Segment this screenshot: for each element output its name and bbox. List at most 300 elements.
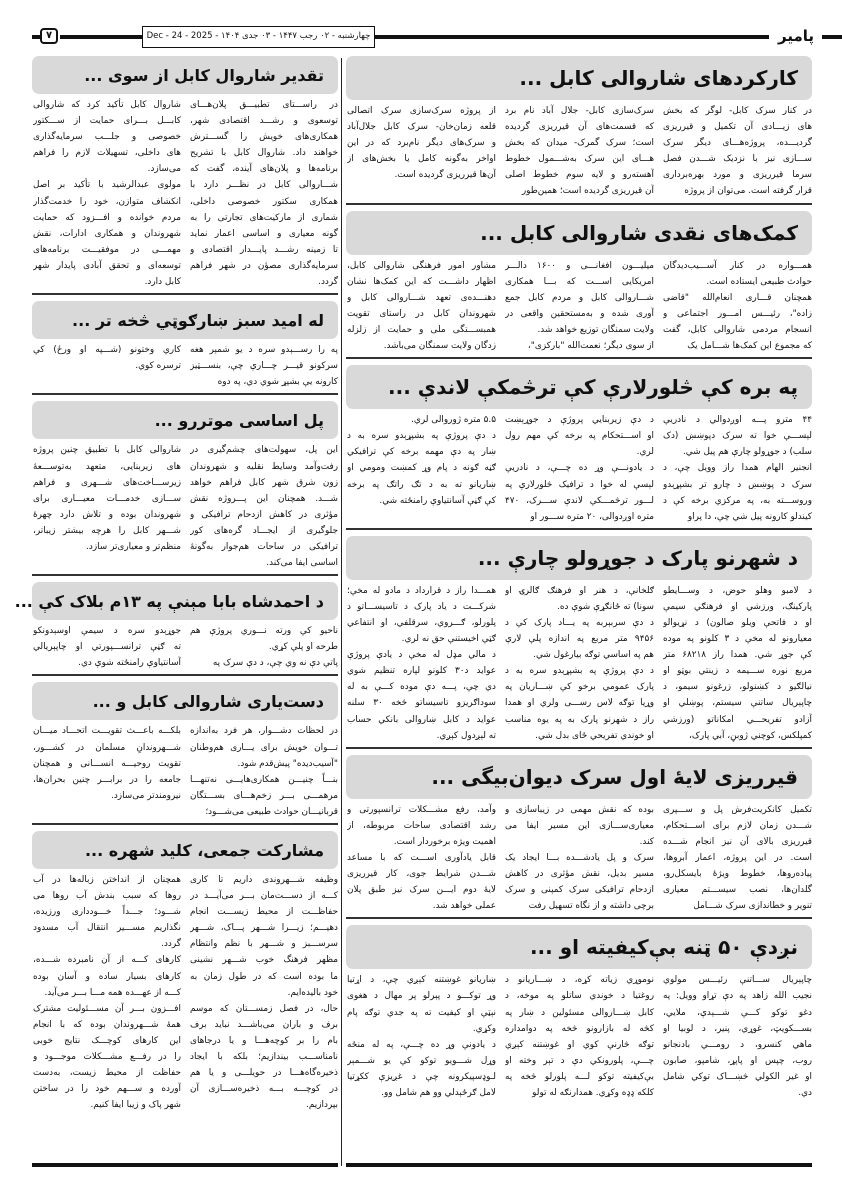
text-line: نجیب الله زاهد په دې تړاو وویل: په bbox=[663, 991, 812, 1002]
text-line: او د فاتحې ویلو صالون) د نړیوالو bbox=[663, 617, 812, 628]
text-line: بوده که نقش مهمی در زیباسازی و bbox=[505, 804, 654, 815]
text-line: بام را بر کوچه‌هـــا و یا درجاهای bbox=[190, 1035, 338, 1046]
headline-banner bbox=[346, 536, 812, 580]
text-line: می‌سازد. bbox=[147, 164, 181, 175]
text-line: شـــدن شرایط جوی، کار قیرریزی bbox=[347, 869, 496, 880]
article-separator bbox=[346, 917, 812, 919]
text-line: سرک‌سازی کابل- جلال آباد نام برد bbox=[505, 106, 654, 116]
text-line: توسعه‌ای و تحقق آبادی پایدار شهر bbox=[33, 260, 181, 271]
text-line: سرما قیرریزی و مورد بهره‌برداری bbox=[663, 170, 812, 181]
text-line: بســـکویټ، غوړي، پنیر، د لوبیا او bbox=[663, 1023, 812, 1034]
text-line: انجنیر الهام همدا راز وویل چې، د bbox=[663, 463, 812, 474]
text-line: لېسې له خوا د ترافیک څلورلارې په bbox=[505, 479, 654, 490]
text-line: کارونه یې بشپړ شوي دي، په دوه bbox=[217, 377, 338, 388]
text-column bbox=[33, 442, 181, 571]
article-separator bbox=[346, 203, 812, 205]
article-headline: د احمدشاه بابا مېنې په ۱۳م بلاک کې ... bbox=[14, 591, 324, 611]
text-line: آزادو تفریحـــي امکاناتو (ورزشي bbox=[663, 714, 812, 725]
text-line: وکړي. bbox=[472, 1023, 496, 1034]
text-line: وظیفه شـــهروندی داریم تا کاری bbox=[190, 875, 338, 885]
text-line: قلعه زمان‌خان- سرک کابل جلال‌آباد bbox=[347, 122, 496, 133]
headline-banner bbox=[346, 56, 812, 100]
text-column bbox=[347, 802, 496, 915]
text-line: کمپلکس، کوچني ژوبڼ، آبي پارک، bbox=[689, 730, 812, 741]
text-line: کابـــل بـــرای حمایت از ســـکتور bbox=[33, 116, 181, 127]
text-column bbox=[347, 258, 496, 355]
text-line: ګټې اخیستنې حق نه لري. bbox=[401, 634, 496, 645]
text-line: های زیربنایی، متعهد به‌توســـعۀ bbox=[33, 461, 181, 472]
text-line: تـــوان خویش برای یـــاری هم‌وطنان bbox=[190, 742, 338, 753]
text-line: است. در این پروژه، اعمار آبروها، bbox=[663, 853, 812, 863]
headline-banner bbox=[32, 56, 338, 94]
text-line: خصوصی و جلـــب سرمایه‌گذاری bbox=[33, 132, 181, 143]
text-column bbox=[190, 97, 338, 290]
text-line: معیارونو له مخې د ۳ کلونو په موده bbox=[663, 634, 812, 645]
text-line: ســـازی نیز با نزدیک شـــدن فصل bbox=[663, 154, 812, 165]
text-line: زدگان ولایت سمنگان می‌باشد. bbox=[383, 341, 496, 352]
article bbox=[32, 831, 338, 1113]
text-line: ماهي کنسرو، د رومـــي بادنجانو bbox=[663, 1039, 812, 1050]
text-line: د یادونـــې وړ ده چـــې، د نادریې bbox=[505, 463, 654, 474]
column-divider bbox=[341, 58, 342, 1166]
text-line: د لامبو وهلو حوض، د وســـایطو bbox=[663, 585, 812, 596]
text-line: رفت‌وآمد وسایط نقلیه و شهروندان bbox=[190, 461, 338, 472]
text-line: لېســـې خوا ته سرک دپوښښ (دک bbox=[663, 431, 812, 442]
headline-banner bbox=[32, 401, 338, 439]
text-line: سرک د پوښښ د چارو تر بشپړېدو bbox=[663, 479, 812, 490]
text-line: شهروندان کابل در راستای تقویت bbox=[347, 308, 496, 319]
text-line: شـــهروندانِ مسلمان در کشـــور، bbox=[33, 742, 181, 753]
text-line: اواخر به‌گونه کامل یا بخش‌های از bbox=[347, 154, 496, 165]
footer-rule bbox=[32, 1163, 338, 1167]
text-line: انسجام مردمی شاروالی کابل، گفت bbox=[663, 324, 812, 335]
article-headline: مشارکت جمعی، کلید شهره ... bbox=[84, 840, 324, 860]
text-line: رشد اقتصادی ساحات مربوطه، از bbox=[347, 820, 496, 831]
text-line: جلوگیری از ایجـــاد گره‌های کور bbox=[190, 525, 338, 536]
text-line: بې‌کیفیته توکو لـــه پلورلو څخه په bbox=[505, 1071, 654, 1082]
text-line: تنویر و خطاندازی سرک شـــامل bbox=[693, 901, 812, 912]
date-line: چهارشنبه - ۰۲ رجب ۱۴۴۷ - ۰۳ جدی ۱۴۰۴ - 2025 - 24 - Dec bbox=[142, 26, 375, 48]
article-separator bbox=[32, 574, 338, 576]
article-body bbox=[32, 720, 338, 820]
headline-banner bbox=[346, 755, 812, 799]
text-line: توسعوی و رشـــد اقتصادی شهر، bbox=[190, 116, 338, 127]
text-column bbox=[33, 872, 181, 1113]
text-line: برف و باران می‌باشـــد نباید برف bbox=[190, 1019, 338, 1030]
text-line: روها که سبب بندش آب روها می bbox=[33, 891, 181, 902]
article-headline: کارکردهای شاروالی کابل ... bbox=[519, 66, 798, 90]
text-line: لـــور ترڅمـــکې لاندې ســـرک، ۴۷۰ bbox=[505, 495, 654, 506]
text-line: د دې پروژې په بشپړېدو سره به د bbox=[347, 431, 496, 442]
text-line: زاده"، رئیـــس امـــور اجتماعی و bbox=[663, 308, 812, 319]
text-line: کې ګڼې آسانتیاوې رامنځته شي. bbox=[379, 495, 496, 506]
article-headline: په بره کې څلورلارې کې ترڅمکې لاندې ... bbox=[388, 375, 798, 400]
text-line: افـــزون بـــر آن مســـئولیت مشترک bbox=[33, 1003, 181, 1014]
article-headline: له امید سبز ښارګوټي څخه تر ... bbox=[72, 310, 324, 330]
text-column bbox=[347, 412, 496, 525]
text-line: عواید د۳۰ کلونو لپاره تنظیم شوي bbox=[347, 666, 496, 677]
article-separator bbox=[32, 674, 338, 676]
text-line: لامل ګرځېدلي وو هم شامل وو. bbox=[381, 1088, 496, 1099]
article-body bbox=[346, 409, 812, 525]
text-line: مسیر بدیل، نقش مؤثری در کاهش bbox=[505, 869, 654, 880]
page-number: ۷ bbox=[40, 28, 58, 44]
text-line: مولوی عبدالرشید با تأکید بر اصل bbox=[33, 180, 181, 191]
page-number-ornament bbox=[32, 35, 40, 39]
text-line: آورده و ســـهم خود را در ساختن bbox=[33, 1084, 181, 1095]
text-line: کلکه ډډه وکړي. همدارنګه له تولو bbox=[532, 1088, 654, 1099]
text-line: اساسی ایفا می‌کند. bbox=[266, 558, 338, 569]
article bbox=[346, 56, 812, 205]
text-column bbox=[505, 103, 654, 200]
text-line: پیاده‌روها، خطوط ویژۀ بایسکل‌رو، bbox=[663, 869, 812, 880]
text-line: پلورلو، ګـــروي، سرقلفي، او انتفاعي bbox=[347, 617, 496, 628]
article-body bbox=[32, 339, 338, 390]
text-line: هـــای این سرک به‌شـــمول خطوط bbox=[505, 154, 654, 165]
article-body bbox=[346, 255, 812, 355]
text-line: از سوی دیگر؛ نعمت‌الله "بارکزی"، bbox=[527, 341, 654, 352]
text-column bbox=[505, 583, 654, 744]
article-separator bbox=[32, 393, 338, 395]
text-column bbox=[663, 802, 812, 915]
article-body bbox=[346, 969, 812, 1101]
article-body bbox=[346, 580, 812, 744]
text-line: همبســـتگی ملی و حمایت از زلزله bbox=[347, 324, 496, 335]
text-line: هم په اساسي توګه بیارغول شي. bbox=[533, 650, 654, 661]
text-column bbox=[33, 342, 181, 390]
text-line: ۵.۵ متره ژوروالی لري. bbox=[411, 415, 496, 426]
text-column bbox=[33, 97, 181, 290]
text-line: نیالګیو د کښنولو، زرغونو سیمو، د bbox=[663, 682, 812, 693]
article-body bbox=[32, 869, 338, 1113]
text-line: انکشاف متوازن، خود را خدمت‌گذار bbox=[33, 196, 181, 207]
article-headline: نږدې ۵۰ ټنه بې‌کیفیته او ... bbox=[529, 935, 798, 960]
text-line: حال، در فصل زمســـتان که موسم bbox=[190, 1003, 338, 1014]
text-line: زون شرق شهر کابل فراهم خواهد bbox=[190, 477, 338, 488]
text-line: وروســـته به، په مرکزي برخه کې د bbox=[663, 495, 812, 506]
text-line: گلدان‌ها، نصب سیســـتم معیاری bbox=[663, 885, 812, 896]
article bbox=[32, 401, 338, 576]
text-line: د یادونې وړ ده چـــې، په له منځه bbox=[347, 1039, 496, 1050]
text-column bbox=[33, 723, 181, 820]
headline-banner bbox=[32, 831, 338, 869]
article-headline: د شهرنو پارک د جوړولو چارې ... bbox=[477, 545, 798, 570]
text-line: کند. bbox=[639, 836, 654, 847]
text-line: گردد. bbox=[161, 939, 181, 950]
text-line: تقویت روحیـــه انســـانی و همچنان bbox=[33, 758, 181, 769]
text-line: چـــې، پلورونکي دې د تېر وخته او bbox=[505, 1055, 654, 1066]
text-line: گردیـــده، پروژه‌هـــای دیگر سرک bbox=[663, 138, 812, 149]
text-line: کاري وختونو (شـــپه او ورځ) کې bbox=[33, 345, 181, 356]
text-line: گونه معیاری و اساسی اعمار نماید bbox=[190, 228, 338, 239]
text-line: لري. bbox=[636, 447, 654, 458]
text-line: پارک عمومي برخو کې ښـــاریان په bbox=[505, 682, 654, 693]
text-line: در کنار سرک کابل- لوگر که بخش bbox=[663, 106, 812, 116]
masthead-rule bbox=[60, 35, 142, 39]
text-column bbox=[347, 103, 496, 200]
text-line: شـــود؛ جـــداً خـــودداری ورزیده، bbox=[33, 907, 181, 918]
text-line: آن قیرریزی گردیده است؛ همین‌طور bbox=[521, 186, 654, 197]
text-line: جوړېدو سره د سیمې اوسېدونکو bbox=[33, 626, 181, 637]
text-line: شهروندان بوده و تلاش دارد چهرۀ bbox=[33, 509, 181, 520]
text-column bbox=[190, 442, 338, 571]
text-line: و سرک‌های دیگر نام‌برد که در این bbox=[347, 138, 496, 149]
text-line: آوری شده و به‌مستحقین واقعی در bbox=[505, 308, 654, 319]
article bbox=[14, 582, 338, 676]
text-column bbox=[190, 872, 338, 1113]
text-column bbox=[190, 723, 338, 820]
text-line: بلکـــه باعـــث تقویـــت اتحـــاد میـــان bbox=[33, 726, 181, 737]
text-line: که قسمت‌های آن قیرریزی گردیده bbox=[505, 122, 654, 133]
article bbox=[346, 755, 812, 920]
text-line: همۀ شـــهروندان بوده که با انجام bbox=[33, 1019, 181, 1030]
text-line: پارکینګ، ورزشي او فرهنګي سیمې bbox=[663, 601, 812, 612]
text-line: معیاری‌ســـازی این مسیر ایفا می bbox=[505, 820, 654, 831]
text-line: ترسره کوي. bbox=[135, 361, 181, 372]
text-line: کڅه له بازارونو څخه په دوامداره bbox=[505, 1023, 654, 1034]
text-line: کـــه از عهـــده همه مـــا بـــر می‌آید. bbox=[44, 987, 181, 998]
text-line: توګه څارنې کوي او غوښتنه کېږي bbox=[505, 1039, 654, 1050]
text-line: مردم خوانده و افـــزود که حمایت bbox=[33, 212, 181, 223]
text-line: ازدحام ترافیکی سرک کمپنی و سرک bbox=[505, 885, 654, 896]
text-line: شـــدن زمان لازم برای اســـتحکام، bbox=[663, 820, 812, 831]
text-line: در کوچـــه بـــه ذخیره‌ســـازی آن bbox=[190, 1084, 338, 1095]
text-line: لایۀ دوم ایـــن سرک نیز طبق پلان bbox=[347, 885, 496, 896]
text-line: بپردازیم. bbox=[306, 1100, 338, 1111]
text-line: سلب) د جوړولو چارې هم پیل شي. bbox=[682, 447, 812, 458]
text-line: همـــدا راز د قرارداد د مادو له مخې؛ bbox=[347, 585, 496, 596]
text-line: کابل ښـــاروالی مسئولین د ښار په bbox=[505, 1007, 654, 1018]
article-separator bbox=[346, 357, 812, 359]
text-line: روب، چپس او پاپړ، شامپو، صابون bbox=[663, 1055, 812, 1066]
text-line: سونا) ته ځانګړې شوې ده. bbox=[557, 601, 654, 612]
text-line: آن‌ها قیرریزی گردیده است. bbox=[394, 170, 496, 181]
text-line: شـــاروالی کابل در نظـــر دارد با bbox=[190, 180, 338, 191]
text-line: د دې سربېربه په یـــاد پارک کې د bbox=[505, 617, 654, 628]
text-line: ۴۴ مترو پـــه اوږدوالي د نادریې bbox=[663, 415, 812, 426]
text-line: خواهند داد. شاروال کابل با تشریح bbox=[190, 148, 338, 159]
text-line: وړیا توګه لاس رســـی ولري او همدا bbox=[505, 698, 654, 709]
text-line: د مالي مډل له مخې د یادې پروژې bbox=[347, 650, 496, 661]
text-line: وآمد، رفع مشـــکلات ترانسپورتی و bbox=[347, 804, 496, 815]
text-column bbox=[347, 972, 496, 1101]
text-line: برچی داشته و از نگاه تسهیل رفت bbox=[528, 901, 654, 912]
text-line: دهنـــده‌ی تعهد شـــاروالی کابل و bbox=[347, 292, 496, 303]
text-line: کـــه از دســـت‌مان بـــر می‌آیـــد در bbox=[190, 891, 338, 902]
article-headline: قیرریزی لایۀ اول سرک دیوان‌بیگی ... bbox=[431, 764, 798, 789]
text-line: همکاری سکتور خصوصی داخلی، bbox=[190, 196, 338, 207]
text-line: په را رســـېدو سره د یو شمېر هغه bbox=[190, 345, 338, 356]
text-line: حوادث طبیعی ایستاده است. bbox=[706, 276, 812, 287]
text-line: های داخلی، تسهیلات لازم را فراهم bbox=[33, 148, 181, 159]
text-line: وړل شـــویو توکو کې یو شـــمېر bbox=[347, 1055, 496, 1066]
text-line: امریکایی اســـت که بـــا همکاری bbox=[505, 276, 654, 287]
text-line: میلیـــون افغانـــی و ۱۶۰۰ دالـــر bbox=[505, 260, 654, 271]
text-column bbox=[190, 623, 338, 671]
headline-banner bbox=[346, 365, 812, 409]
text-line: همکاری‌های خویش را گســـترش bbox=[190, 132, 338, 143]
text-line: تا زمینه رشـــد پایـــدار اقتصادی و bbox=[190, 244, 338, 255]
text-line: ته لېږدول کېږي. bbox=[436, 730, 496, 741]
article-body bbox=[32, 94, 338, 290]
text-line: ولایت سمنگان توزیع خواهد شد. bbox=[537, 324, 654, 335]
text-line: شرکـــت د یاد پارک د تاسیســـاتو د bbox=[347, 601, 496, 612]
text-line: سرکونو قیـــر چـــارې چې، بنســـټیز bbox=[190, 361, 338, 372]
text-line: چاپېریال ســـاتنې رئیـــس مولوي bbox=[663, 975, 812, 986]
text-line: تکمیل کانکریت‌فرش پل و ســـپری bbox=[663, 804, 812, 815]
text-line: همـــواره در کنار آســـیب‌دیدگان bbox=[663, 260, 812, 271]
text-line: این پل، سهولت‌های چشم‌گیری در bbox=[190, 445, 338, 456]
article bbox=[32, 682, 338, 825]
text-line: مهمـــی در موفقیـــت برنامه‌های bbox=[33, 244, 181, 255]
text-line: کابل دارد. bbox=[144, 277, 181, 288]
text-line: همچنان قـــاری انعام‌الله "قاضی bbox=[663, 292, 812, 303]
left-column bbox=[14, 56, 338, 1113]
text-line: طرحه او پلې کړي. bbox=[268, 642, 338, 653]
article-separator bbox=[346, 747, 812, 749]
text-line: شهر پاک و زیبا ایفا کنیم. bbox=[90, 1100, 181, 1111]
newspaper-title: پامیر bbox=[777, 27, 814, 45]
article-separator bbox=[32, 293, 338, 295]
text-line: را در رفـــع مشـــکلات موجـــود و bbox=[33, 1052, 181, 1063]
text-line: گردد. bbox=[318, 277, 338, 288]
masthead bbox=[32, 26, 812, 48]
text-line: ګلخانې، د هنر او فرهنګ ګالرۍ او bbox=[505, 585, 654, 596]
text-line: آسانتیاوې رامنځته شوې دي. bbox=[78, 658, 181, 669]
text-line: قابل یادآوری اســـت که با مساعد bbox=[347, 853, 496, 863]
text-line: سرســـبز و شـــهر با نظم وانتظام bbox=[190, 939, 338, 950]
footer-rule bbox=[346, 1163, 812, 1167]
text-line: زیرســـاخت‌های شـــهری و فراهم bbox=[33, 477, 181, 488]
text-line: مرهمـــی بـــر زخم‌هـــای بســـتگان bbox=[190, 790, 338, 801]
text-line: از پروژه سرک‌سازی سرک اتصالی bbox=[347, 106, 496, 116]
text-line: راز د شهرنو پارک به په یوه مناسب bbox=[505, 714, 654, 725]
text-column bbox=[663, 412, 812, 525]
text-line: دغو توکو کـــې شـــېدې، ملایي، bbox=[663, 1007, 812, 1018]
text-column bbox=[663, 103, 812, 200]
text-line: متره اوږدوالی، ۲۰ متره ســـور او bbox=[530, 511, 654, 522]
text-line: خود بالیده‌ایم. bbox=[287, 987, 338, 998]
text-line: کارهای کـــه از آن نامبرده شـــده، bbox=[33, 955, 181, 966]
article bbox=[346, 365, 812, 530]
text-line: شـــاروالی کابل و مردم کابل جمع bbox=[505, 292, 654, 303]
text-line: شـــد. همچنان این پـــروژه نقش bbox=[190, 493, 338, 504]
text-line: برنامه‌ها و پلان‌های آینده، گفت که bbox=[190, 164, 338, 175]
article bbox=[346, 925, 812, 1101]
text-line: های زیـــادی آن تکمیل و قیرریزی bbox=[663, 122, 812, 133]
text-line: قیرریزی بالای آن نیز انجام شـــده bbox=[663, 836, 812, 847]
text-line: ښار په دې مهمه برخه کې ترافیکي bbox=[347, 447, 496, 458]
text-line: او خوندي تفریحي ځای بدل شي. bbox=[535, 730, 654, 741]
article-body bbox=[32, 620, 338, 671]
article-body bbox=[32, 439, 338, 571]
text-column bbox=[663, 258, 812, 355]
article-headline: پل اساسی موتررو ... bbox=[154, 410, 324, 430]
text-line: سوداګریزو تاسیساتو څخه ۳۰ سلنه bbox=[347, 698, 496, 709]
text-column bbox=[505, 802, 654, 915]
text-line: چاپېریال ساتنې سیستم، پوښلي او bbox=[663, 698, 812, 709]
text-line: ښاریانو ته به د تګ راتګ په برخه bbox=[347, 479, 496, 490]
text-line: شـــهر کابل را هرچه بیشتر زیباتر، bbox=[33, 525, 181, 536]
text-line: همچنان از انداختن زباله‌ها در آب bbox=[33, 875, 181, 885]
text-line: روغتیا د خوندي ساتلو په موخه، د bbox=[505, 991, 654, 1002]
text-line: ذخیره‌گاه‌هـــا در حویلـــی و یا هم bbox=[190, 1068, 338, 1079]
text-line: دي چې، پـــه دې موده کـــې به له bbox=[347, 682, 496, 693]
text-column bbox=[190, 342, 338, 390]
text-line: ښاریانو غوښتنه کېږي چې، د اړتیا bbox=[347, 975, 496, 986]
text-line: سرک و پل یادشـــده بـــا ایجاد یک bbox=[505, 853, 654, 863]
text-line: شاروالی کابل با تطبیق چنین پروژه bbox=[33, 445, 181, 456]
text-line: این کارهای کوچـــک نتایج خوبی bbox=[33, 1035, 181, 1046]
headline-banner bbox=[346, 925, 812, 969]
text-line: د دې پروژې په بشپړېدو سره به د bbox=[505, 666, 654, 677]
text-column bbox=[505, 412, 654, 525]
text-line: قرار گرفته است. می‌توان از پروژه bbox=[684, 186, 812, 197]
text-line: او اســـتحکام په برخه کې مهم رول bbox=[505, 431, 654, 442]
text-line: شماری از مارکیت‌های تجارتی را به bbox=[190, 212, 338, 223]
text-line: سرمایه‌گذاری مصؤن در شهر فراهم bbox=[190, 260, 338, 271]
text-column bbox=[663, 972, 812, 1101]
text-column bbox=[505, 972, 654, 1101]
text-line: ناحیو کې ورته نـــوري پروژې هم bbox=[190, 626, 338, 637]
text-line: پاتې دې نه وي چې، د دې سرک په bbox=[212, 658, 338, 669]
article-headline: کمک‌های نقدی شاروالی کابل ... bbox=[480, 220, 798, 245]
text-line: در لحظات دشـــوار، هر فرد به‌اندازه bbox=[190, 726, 338, 737]
headline-banner bbox=[346, 211, 812, 255]
text-line: ۹۴۵۶ متر مربع په اندازه پلې لارې bbox=[505, 634, 654, 645]
text-line: کیندلو کارونه پیل شي چې، دا پراو bbox=[687, 511, 812, 522]
text-line: مشاور امور فرهنگی شاروالی کابل، bbox=[347, 260, 496, 271]
text-line: نگذاریم مســـیر انتقال آب مسدود bbox=[33, 923, 181, 934]
headline-banner bbox=[14, 582, 338, 620]
text-line: ترافیکی در ساحات هم‌جوار به‌گونۀ bbox=[190, 541, 338, 552]
text-line: نوموړي زیاته کړه، د ښـــاریانو د bbox=[505, 975, 654, 986]
text-line: ګڼه ګونه د پام وړ کمښت ومومي او bbox=[347, 463, 496, 474]
masthead-rule bbox=[375, 35, 769, 39]
text-line: دي. bbox=[798, 1088, 812, 1099]
text-column bbox=[505, 258, 654, 355]
text-line: کارهای بسیار ساده و آسان بوده bbox=[33, 971, 181, 982]
text-line: او غیر الکولي څښـــاک توکي شامل bbox=[663, 1071, 812, 1082]
text-line: نېټې او کیفیت ته په جدي توګه پام bbox=[347, 1007, 496, 1018]
text-line: ته ګڼې ترانســـپورتي او چاپېریالي bbox=[33, 642, 181, 653]
right-column bbox=[346, 56, 812, 1101]
text-line: جامعه را در برابـــر چنین بحران‌ها، bbox=[33, 774, 181, 785]
text-line: "آسیب‌دیده" پیش‌قدم شود. bbox=[237, 758, 338, 769]
text-line: شهروندان و همکاری ادارات، نقش bbox=[33, 228, 181, 239]
article-headline: تقدیر شاروال کابل از سوی ... bbox=[84, 65, 324, 85]
text-line: حفاظـــت از محیط زیســـت انجام bbox=[190, 907, 338, 918]
text-line: قربانیـــان حوادث طبیعی می‌شـــود؛ bbox=[205, 806, 338, 817]
article bbox=[346, 211, 812, 360]
article-separator bbox=[346, 528, 812, 530]
text-line: لـوډسپیکرونه چې د غږیزې ککړتیا bbox=[347, 1071, 496, 1082]
article-body bbox=[346, 799, 812, 915]
article-body bbox=[346, 100, 812, 200]
article bbox=[32, 56, 338, 295]
text-line: بنـــاً چنیـــن همکاری‌هایـــی نه‌تنهـــا bbox=[190, 774, 338, 785]
text-line: شاروال کابل تأکید کرد که شاروالی bbox=[33, 100, 181, 110]
text-line: عواید د کابل ښاروالی بانکي حساب bbox=[347, 714, 496, 725]
text-line: مظهر فرهنگ خوب شـــهر نشینی bbox=[190, 955, 338, 966]
text-line: آهسته‌رو و لایه سوم خطوط اصلی bbox=[505, 170, 654, 181]
text-line: حفاظت از محیط زیست، به‌دست bbox=[33, 1068, 181, 1079]
text-column bbox=[33, 623, 181, 671]
text-line: نامناســـب بیندازیم؛ بلکه با ایجاد bbox=[190, 1052, 338, 1063]
text-line: است؛ سرک گمرک- میدان که بخش bbox=[505, 138, 654, 149]
text-column bbox=[347, 583, 496, 744]
text-line: ســـازی خدمـــات معیـــاری برای bbox=[33, 493, 181, 504]
